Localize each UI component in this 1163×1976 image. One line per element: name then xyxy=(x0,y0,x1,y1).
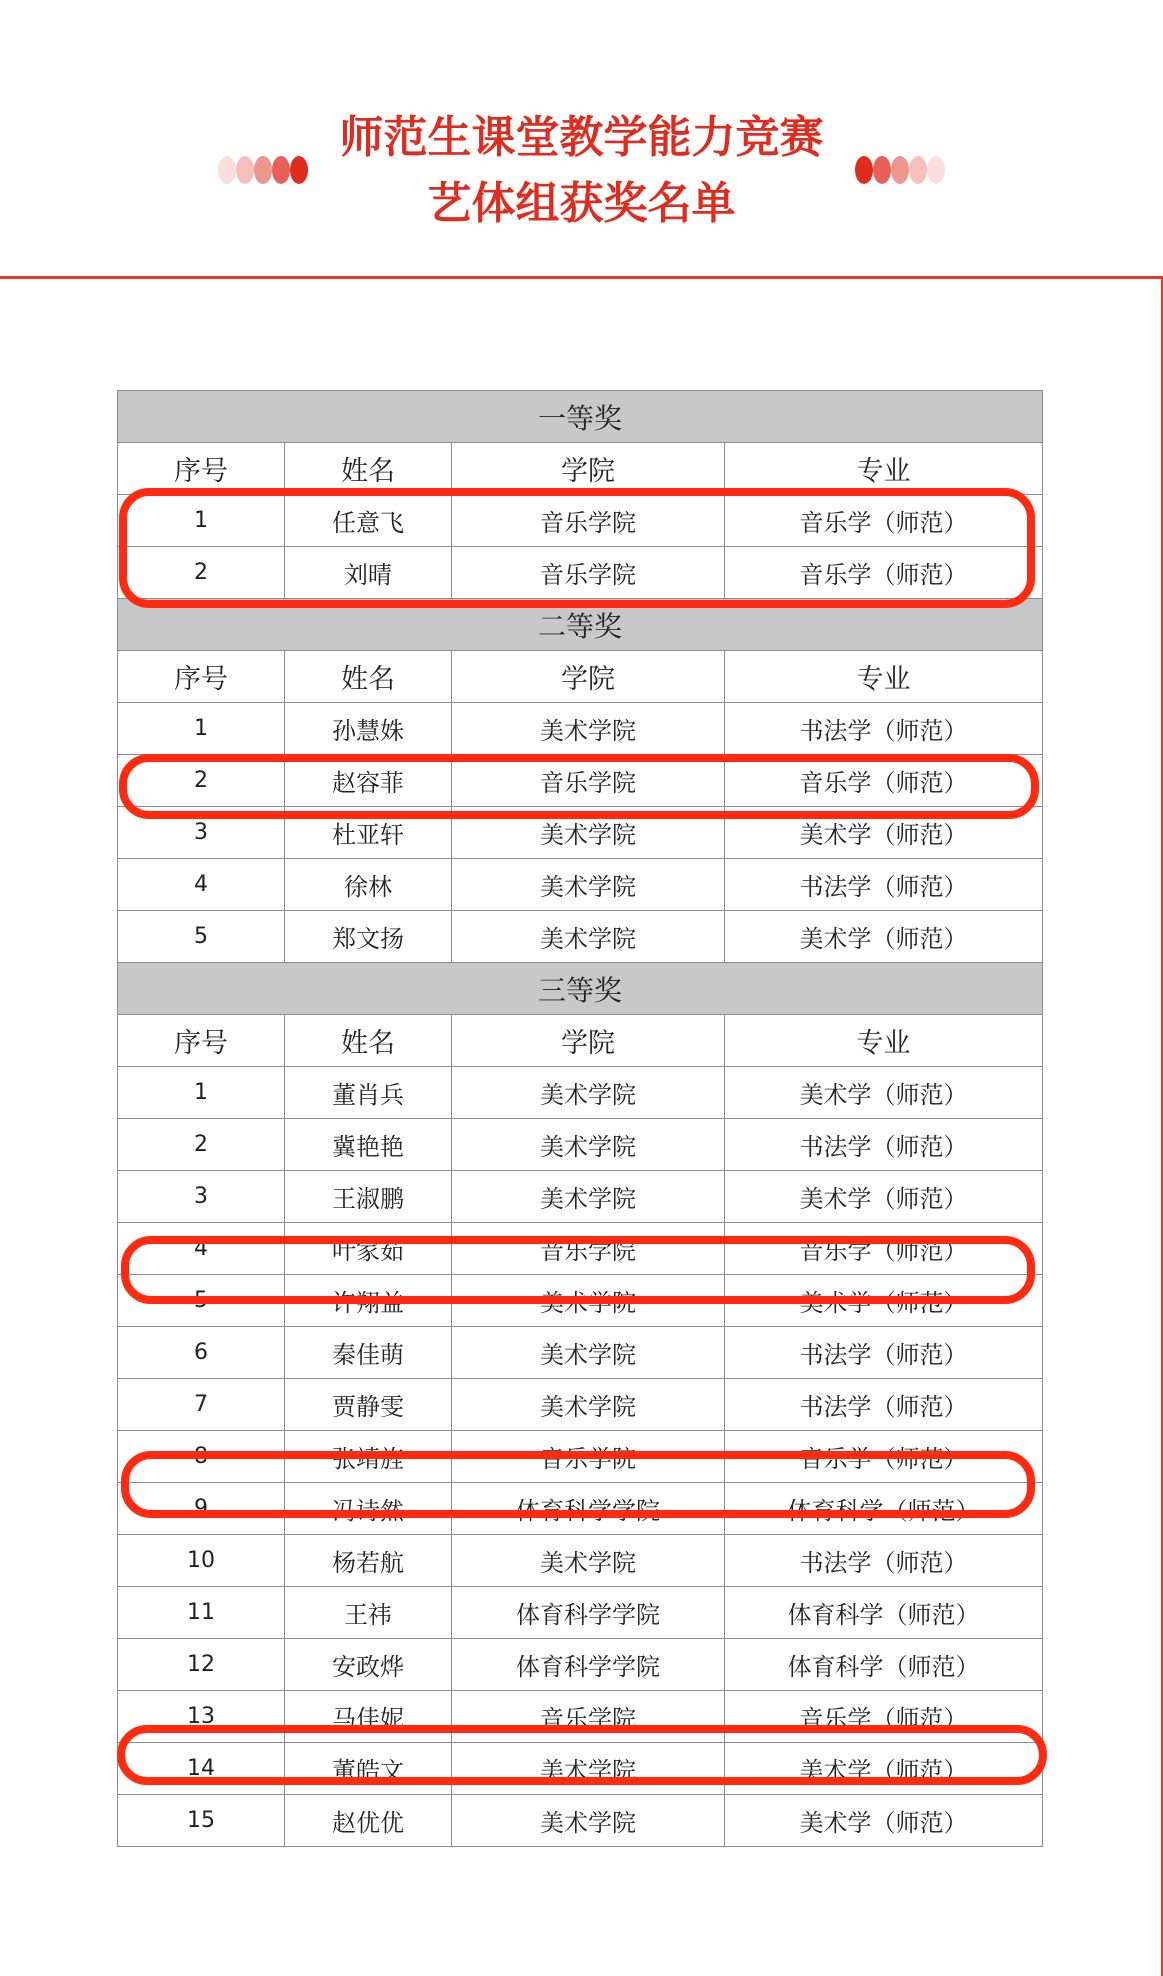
cell-major: 美术学（师范） xyxy=(725,807,1043,859)
cell-name: 王祎 xyxy=(285,1587,452,1639)
cell-number: 2 xyxy=(118,1119,285,1171)
column-header-number: 序号 xyxy=(118,651,285,703)
table-row xyxy=(118,1535,1043,1587)
cell-name: 徐林 xyxy=(285,859,452,911)
section-title: 一等奖 xyxy=(118,391,1043,443)
column-header-name: 姓名 xyxy=(285,443,452,495)
cell-number: 10 xyxy=(118,1535,285,1587)
table-row xyxy=(118,1223,1043,1275)
table-row xyxy=(118,911,1043,963)
table-row xyxy=(118,1743,1043,1795)
column-header-major: 专业 xyxy=(725,443,1043,495)
cell-name: 马佳妮 xyxy=(285,1691,452,1743)
cell-college: 体育科学学院 xyxy=(452,1639,725,1691)
page-header xyxy=(0,0,1163,276)
cell-major: 书法学（师范） xyxy=(725,859,1043,911)
cell-college: 美术学院 xyxy=(452,1743,725,1795)
cell-number: 1 xyxy=(118,495,285,547)
cell-college: 音乐学院 xyxy=(452,547,725,599)
table-row xyxy=(118,495,1043,547)
cell-major: 书法学（师范） xyxy=(725,1327,1043,1379)
cell-number: 2 xyxy=(118,755,285,807)
column-header-row xyxy=(118,651,1043,703)
cell-number: 2 xyxy=(118,547,285,599)
wheat-ornament-right-icon xyxy=(846,140,956,200)
cell-major: 体育科学（师范） xyxy=(725,1587,1043,1639)
cell-name: 贾静雯 xyxy=(285,1379,452,1431)
table-row xyxy=(118,1431,1043,1483)
table-row xyxy=(118,1379,1043,1431)
table-row xyxy=(118,1067,1043,1119)
column-header-row xyxy=(118,1015,1043,1067)
section-header-row xyxy=(118,963,1043,1015)
cell-major: 美术学（师范） xyxy=(725,911,1043,963)
cell-name: 杜亚轩 xyxy=(285,807,452,859)
cell-number: 12 xyxy=(118,1639,285,1691)
cell-college: 美术学院 xyxy=(452,1067,725,1119)
cell-name: 安政烨 xyxy=(285,1639,452,1691)
cell-number: 5 xyxy=(118,911,285,963)
cell-name: 冯诗然 xyxy=(285,1483,452,1535)
cell-major: 美术学（师范） xyxy=(725,1275,1043,1327)
cell-name: 赵优优 xyxy=(285,1795,452,1847)
cell-college: 音乐学院 xyxy=(452,1223,725,1275)
cell-name: 刘晴 xyxy=(285,547,452,599)
cell-college: 美术学院 xyxy=(452,807,725,859)
cell-number: 4 xyxy=(118,1223,285,1275)
table-row xyxy=(118,1795,1043,1847)
table-row xyxy=(118,1691,1043,1743)
cell-college: 美术学院 xyxy=(452,859,725,911)
column-header-number: 序号 xyxy=(118,443,285,495)
cell-number: 14 xyxy=(118,1743,285,1795)
cell-college: 美术学院 xyxy=(452,1379,725,1431)
cell-college: 美术学院 xyxy=(452,1171,725,1223)
cell-college: 音乐学院 xyxy=(452,495,725,547)
column-header-row xyxy=(118,443,1043,495)
cell-college: 美术学院 xyxy=(452,911,725,963)
cell-number: 4 xyxy=(118,859,285,911)
cell-name: 董皓文 xyxy=(285,1743,452,1795)
award-table xyxy=(117,390,1043,1847)
cell-major: 音乐学（师范） xyxy=(725,1431,1043,1483)
table-row xyxy=(118,1639,1043,1691)
cell-college: 体育科学学院 xyxy=(452,1483,725,1535)
cell-major: 美术学（师范） xyxy=(725,1795,1043,1847)
cell-major: 美术学（师范） xyxy=(725,1743,1043,1795)
cell-name: 叶家茹 xyxy=(285,1223,452,1275)
cell-number: 1 xyxy=(118,1067,285,1119)
cell-major: 书法学（师范） xyxy=(725,703,1043,755)
cell-name: 郑文扬 xyxy=(285,911,452,963)
cell-major: 书法学（师范） xyxy=(725,1535,1043,1587)
cell-major: 美术学（师范） xyxy=(725,1067,1043,1119)
cell-number: 11 xyxy=(118,1587,285,1639)
section-title: 三等奖 xyxy=(118,963,1043,1015)
cell-major: 音乐学（师范） xyxy=(725,495,1043,547)
cell-major: 音乐学（师范） xyxy=(725,1691,1043,1743)
cell-name: 任意飞 xyxy=(285,495,452,547)
table-row xyxy=(118,547,1043,599)
cell-name: 王淑鹏 xyxy=(285,1171,452,1223)
column-header-major: 专业 xyxy=(725,1015,1043,1067)
column-header-major: 专业 xyxy=(725,651,1043,703)
cell-college: 美术学院 xyxy=(452,1327,725,1379)
cell-number: 8 xyxy=(118,1431,285,1483)
table-row xyxy=(118,859,1043,911)
cell-college: 音乐学院 xyxy=(452,755,725,807)
cell-college: 音乐学院 xyxy=(452,1691,725,1743)
cell-number: 7 xyxy=(118,1379,285,1431)
section-header-row xyxy=(118,391,1043,443)
cell-number: 1 xyxy=(118,703,285,755)
cell-major: 书法学（师范） xyxy=(725,1379,1043,1431)
column-header-name: 姓名 xyxy=(285,651,452,703)
section-title: 二等奖 xyxy=(118,599,1043,651)
cell-name: 孙慧姝 xyxy=(285,703,452,755)
cell-college: 美术学院 xyxy=(452,1119,725,1171)
column-header-college: 学院 xyxy=(452,443,725,495)
cell-major: 体育科学（师范） xyxy=(725,1639,1043,1691)
section-header-row xyxy=(118,599,1043,651)
cell-major: 美术学（师范） xyxy=(725,1171,1043,1223)
table-row xyxy=(118,1587,1043,1639)
column-header-college: 学院 xyxy=(452,651,725,703)
cell-number: 9 xyxy=(118,1483,285,1535)
column-header-college: 学院 xyxy=(452,1015,725,1067)
cell-name: 秦佳萌 xyxy=(285,1327,452,1379)
cell-name: 董肖兵 xyxy=(285,1067,452,1119)
table-row xyxy=(118,1171,1043,1223)
table-row xyxy=(118,807,1043,859)
cell-major: 音乐学（师范） xyxy=(725,1223,1043,1275)
cell-college: 美术学院 xyxy=(452,1795,725,1847)
cell-college: 美术学院 xyxy=(452,703,725,755)
cell-name: 赵容菲 xyxy=(285,755,452,807)
cell-name: 许翔益 xyxy=(285,1275,452,1327)
cell-number: 3 xyxy=(118,807,285,859)
page-title-line2: 艺体组获奖名单 xyxy=(427,178,736,229)
cell-college: 体育科学学院 xyxy=(452,1587,725,1639)
cell-name: 张靖旌 xyxy=(285,1431,452,1483)
cell-major: 书法学（师范） xyxy=(725,1119,1043,1171)
table-row xyxy=(118,1483,1043,1535)
column-header-name: 姓名 xyxy=(285,1015,452,1067)
table-row xyxy=(118,755,1043,807)
cell-number: 15 xyxy=(118,1795,285,1847)
cell-college: 美术学院 xyxy=(452,1275,725,1327)
column-header-number: 序号 xyxy=(118,1015,285,1067)
table-row xyxy=(118,703,1043,755)
cell-major: 音乐学（师范） xyxy=(725,547,1043,599)
cell-number: 3 xyxy=(118,1171,285,1223)
cell-major: 体育科学（师范） xyxy=(725,1483,1043,1535)
cell-number: 13 xyxy=(118,1691,285,1743)
table-row xyxy=(118,1327,1043,1379)
cell-name: 杨若航 xyxy=(285,1535,452,1587)
table-row xyxy=(118,1119,1043,1171)
cell-number: 6 xyxy=(118,1327,285,1379)
page-title-line1: 师范生课堂教学能力竞赛 xyxy=(339,112,824,163)
cell-name: 冀艳艳 xyxy=(285,1119,452,1171)
table-row xyxy=(118,1275,1043,1327)
cell-number: 5 xyxy=(118,1275,285,1327)
cell-college: 美术学院 xyxy=(452,1535,725,1587)
cell-major: 音乐学（师范） xyxy=(725,755,1043,807)
cell-college: 音乐学院 xyxy=(452,1431,725,1483)
